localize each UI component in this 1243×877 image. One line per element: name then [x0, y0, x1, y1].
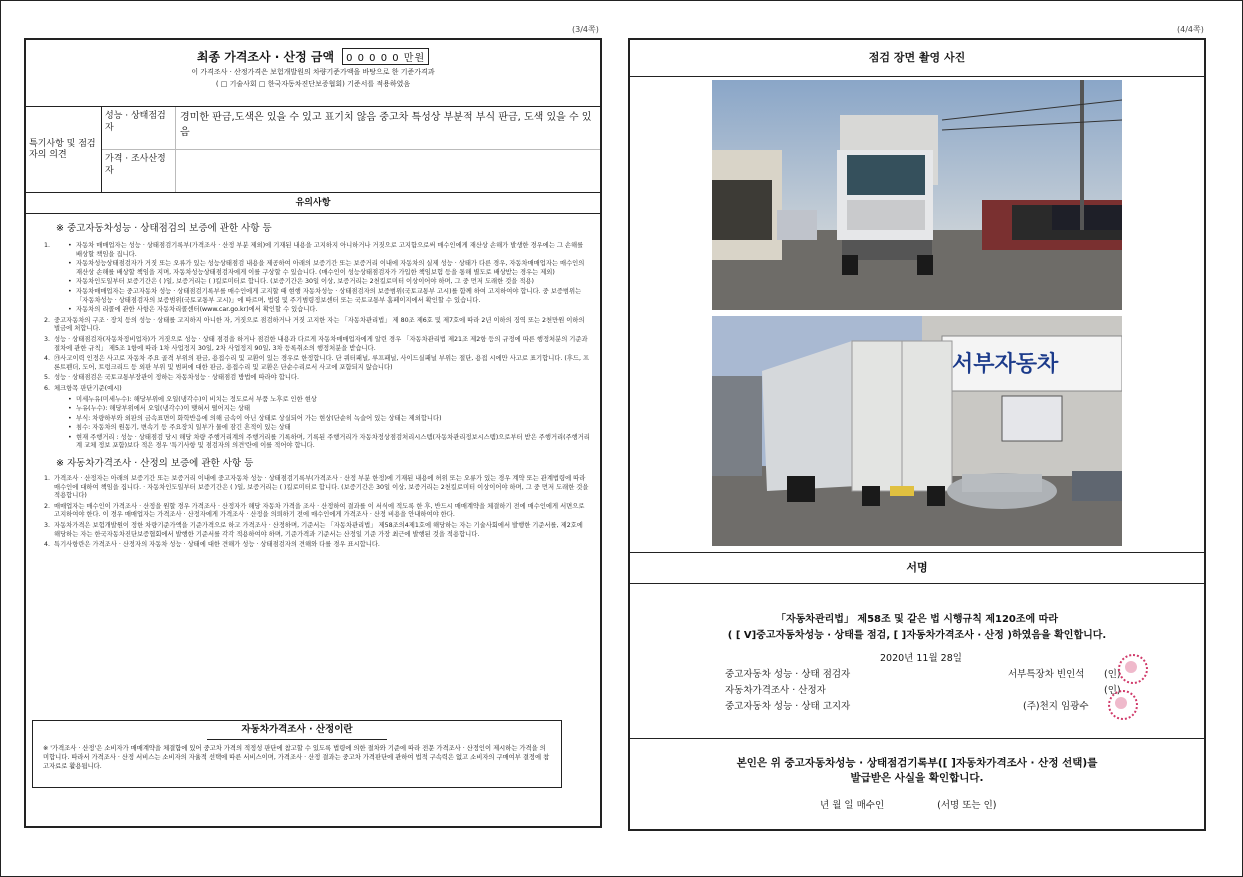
notice-text: 성능 · 상태점검은 국토교통부장관이 정하는 자동차성능 · 상태점검 방법에 따라야 합니다. — [54, 374, 300, 382]
notice-bullet: • 누유(누수): 해당부위에서 오일(냉각수)이 맺혀서 떨어지는 상태 — [68, 405, 590, 414]
rear-truck-photo — [712, 316, 1122, 546]
notice-text: 중고자동차의 구조 · 장치 등의 성능 · 상태를 고지하지 아니한 자, 거짓으로 점검하거나 거짓 고지한 자는 「자동차관리법」 제 80조 제6호 및 제7호에 따라 2년 이하의 징역 또는 2천만원 이하의 벌금에 처합니다. — [54, 316, 585, 333]
section2-list — [44, 475, 590, 550]
law-line-1: 「자동차관리법」 제58조 및 같은 법 시행규칙 제120조에 따라 — [775, 614, 1059, 625]
notice-number: 2. — [44, 316, 51, 324]
buyer-label: 년 월 일 매수인 — [820, 800, 885, 811]
sign-date: 2020년 11월 28일 — [880, 653, 962, 664]
page-number-left: (3/4쪽) — [572, 25, 599, 34]
inspector-seal-label: (인) — [1104, 669, 1121, 680]
notice-bullet: • 부식: 차량하부와 외판의 금속표면이 화학반응에 의해 금속이 아닌 상태로 상실되어 가는 현상(단순히 녹슬어 있는 상태는 제외합니다) — [68, 415, 590, 424]
label-appraiser: 자동차가격조사 · 산정자 — [725, 685, 826, 696]
special-notes-label: 특기사항 및 점검자의 의견 — [26, 107, 102, 192]
notice-number: 4. — [44, 541, 51, 549]
notice-number: 6. — [44, 384, 51, 392]
notice-number: 3. — [44, 522, 51, 530]
appraiser-seal-label: (인) — [1104, 685, 1121, 696]
confirm-line-1: 본인은 위 중고자동차성능 · 상태점검기록부([ ]자동차가격조사 · 산정 선택)를 — [736, 757, 1098, 769]
inspector-stamp — [1118, 654, 1148, 684]
notifier-name: (주)천지 임광수 — [1023, 701, 1089, 712]
notice-item — [44, 385, 590, 451]
notice-number: 2. — [44, 502, 51, 510]
law-statement — [630, 612, 1204, 644]
notice-bullet: • 미세누유(미세누수): 해당부위에 오일(냉각수)이 비치는 정도로서 부품 노후로 인한 현상 — [68, 396, 590, 405]
rear-sign-text: 서부자동차 — [952, 352, 1059, 377]
inspector-name: 서부특장차 빈인석 — [1008, 669, 1085, 680]
notice-number: 1. — [44, 475, 51, 483]
section2-title: ※ 자동차가격조사 · 산정의 보증에 관한 사항 등 — [56, 458, 254, 470]
perf-inspector-opinion: 경미한 판금,도색은 있을 수 있고 표기치 않음 중고차 특성상 부분적 부식 판금, 도색 있을 수 있음 — [180, 112, 592, 138]
photo-header: 점검 장면 촬영 사진 — [630, 40, 1204, 77]
price-title: 최종 가격조사 · 산정 금액 — [196, 50, 335, 64]
notice-text: 체크항목 판단기준(예시) — [54, 384, 122, 392]
notice-item — [44, 242, 590, 315]
notice-item — [44, 317, 590, 334]
label-notifier: 중고자동차 성능 · 상태 고지자 — [725, 701, 851, 712]
price-info-box — [32, 720, 562, 788]
special-notes-table — [26, 107, 600, 193]
price-info-text: ※ '가격조사 · 산정'은 소비자가 매매계약을 체결함에 있어 중고차 가격의 적정성 판단에 참고할 수 있도록 법령에 의한 절차와 기준에 따라 전문 가격조사 · 산정인이 제시하는 가격을 의미합니다. 따라서 가격조사 · 산정 서비스는 소비자의 자율적 선택에 따른 서비스이며, 가격조사 · 산정 결과는 중고차 가격판단에 관하여 법적 구속력은 없고 소비자의 구매여부 결정에 참고자료로 활용됩니다. — [43, 745, 550, 770]
price-subtitle: 이 가격조사 · 산정가격은 보험개발원의 차량기준가액을 바탕으로 한 기준가격과 — [191, 68, 435, 76]
price-appraiser-opinion — [176, 150, 600, 192]
notice-number: 3. — [44, 335, 51, 343]
notice-item — [44, 541, 590, 550]
buyer-line — [820, 797, 997, 811]
notice-number: 4. — [44, 355, 51, 363]
label-inspector: 중고자동차 성능 · 상태 점검자 — [725, 669, 851, 680]
notice-bullet: • 자동차매매업자는 중고자동차 성능 · 상태점검기록부를 매수인에게 고지할 때 현행 자동차성능 · 상태점검자의 보증범위(국토교통부 고시)를 함께 하여 고지하여야 합니다. 중 보증범위는 「자동차성능 · 상태점검자의 보증범위(국토교통부 고시)」에 따르며, 법령 및 주기범령정보센터 또는 국토교통부 홈페이지에서 확인할 수 있습니다. — [68, 288, 590, 305]
notice-bullet: • 자동차성능상태점검자가 거짓 또는 오류가 있는 성능상태점검 내용을 제공하여 아래의 보증기간 또는 보증거리 이내에 자동차의 실제 성능 · 상태가 다른 경우, 자동차매매업자는 매수인의 재산상 손해를 배상할 책임을 지며, 자동차성능상태점검자에게 이를 구상할 수 있습니다. (매수인이 성능상태점검자가 가입한 책임보험 등을 통해 별도로 배상받는 경우는 제외) — [68, 260, 590, 277]
price-appraiser-label: 가격 · 조사산정자 — [102, 150, 176, 192]
notice-item — [44, 503, 590, 520]
notice-number: 5. — [44, 374, 51, 382]
signature-header: 서명 — [630, 552, 1204, 584]
notice-number: 1. — [44, 242, 51, 249]
confirm-line-2: 발급받은 사실을 확인합니다. — [850, 772, 984, 784]
notice-text: ㉮사고이력 인정은 사고로 자동차 주요 골격 부위의 판금, 용접수리 및 교환이 있는 경우로 한정합니다. 단 쿼터패널, 루프패널, 사이드실패널 부위는 절단, 용접 시에만 사고로 표기합니다. (후드, 프론트펜더, 도어, 트렁크리드 등 외판 부위 및 범퍼에 대한 판금, 용접수리 및 교환은 단순수리로서 사고에 포함되지 않습니다) — [54, 355, 590, 371]
notice-bullet: • 자동차의 리콜에 관한 사항은 자동차리콜센터(www.car.go.kr)에서 확인할 수 있습니다. — [68, 306, 590, 315]
notice-bullet: • 자동차인도일부터 보증기간은 ( )일, 보증거리는 ( )킬로미터로 합니다. (보증기간은 30일 이상, 보증거리는 2천킬로미터 이상이어야 하며, 그 중 먼저 도래한 것을 적용) — [68, 278, 590, 287]
divider — [630, 738, 1204, 739]
price-header — [26, 48, 600, 107]
section1-title: ※ 중고자동차성능 · 상태점검의 보증에 관한 사항 등 — [56, 223, 272, 234]
buyer-sign: (서명 또는 인) — [937, 800, 997, 811]
notice-text: 특기사항란은 가격조사 · 산정자의 자동차 성능 · 상태에 대한 견해가 성능 · 상태점검자의 견해와 다를 경우 표시합니다. — [54, 541, 380, 549]
page-number-right: (4/4쪽) — [1177, 25, 1204, 34]
notice-item — [44, 475, 590, 501]
price-amount: 0 0 0 0 0 만원 — [342, 48, 429, 65]
right-page — [628, 38, 1206, 831]
standard-line: ( □ 기술사회 □ 한국자동차진단보증협회) 기준서를 적용하였음 — [215, 80, 411, 88]
perf-inspector-label: 성능 · 상태점검자 — [102, 107, 176, 149]
section1-list — [44, 242, 590, 451]
notifier-stamp — [1108, 690, 1138, 720]
notice-text: 가격조사 · 산정자는 아래의 보증기간 또는 보증거리 이내에 중고자동차 성능 · 상태점검기록부(가격조사 · 산정 부분 한정)에 기재된 내용에 허위 또는 오류가 있는 경우 계약 또는 관계법령에 따라 매수인에 대하여 책임을 집니다. · 자동차인도일부터 보증기간은 ( )일, 보증거리는 ( )킬로미터로 합니다. (보증기간은 30일 이상, 보증거리는 2천킬로미터 이상이어야 하며, 그 중 먼저 도래한 것을 적용합니다) — [54, 475, 589, 500]
notice-bullet: • 현재 주행거리 : 성능 · 상태점검 당시 해당 차량 주행거리계의 주행거리를 기록하며, 기록된 주행거리가 자동차정상점검처리시스템(자동차관리정보시스템)으로부터 받은 주행거리(주행거리계 교체 정보 포함)보다 적은 경우 '특기사항 및 점검자의 의견'란에 이를 적어야 합니다. — [68, 434, 590, 451]
notice-text: 자동차가격은 보험개발원이 정한 차량기준가액을 기준가격으로 하고 가격조사 · 산정하며, 기준서는 「자동차관리법」 제58조의4제1호에 해당하는 자는 기술사회에서 발행한 기준서를, 제2호에 해당하는 자는 한국자동차진단보증협회에서 발행한 기준서를 각각 적용하여야 하며, 기준가격과 기준서는 산정일 기준 가장 최근에 발행된 것을 적용합니다. — [54, 522, 583, 538]
confirm-statement — [630, 756, 1204, 786]
notice-item — [44, 355, 590, 372]
price-info-title: 자동차가격조사 · 산정이란 — [207, 721, 387, 740]
notice-item — [44, 374, 590, 383]
notice-item — [44, 336, 590, 353]
notice-bullet: • 침수: 자동차의 원동기, 변속기 등 주요장치 일부가 물에 잠긴 흔적이 있는 상태 — [68, 424, 590, 433]
notice-text: 매매업자는 매수인이 가격조사 · 산정을 원할 경우 가격조사 · 산정자가 해당 자동차 가격을 조사 · 산정하여 결과를 이 서식에 적도록 한 후, 반드시 매매계약을 체결하기 전에 매수인에게 서면으로 고지하여야 한다. 이 경우 매매업자는 가격조사 · 산정자에게 가격조사 · 산정을 의뢰하기 전에 매수인에게 가격조사 · 산정 비용을 안내하여야 한다. — [54, 502, 585, 519]
law-line-2: ( [ V]중고자동차성능 · 상태를 점검, [ ]자동차가격조사 · 산정 )하였음을 확인합니다. — [727, 630, 1107, 641]
front-truck-photo — [712, 80, 1122, 310]
notice-text: 성능 · 상태점검자(자동차정비업자)가 거짓으로 성능 · 상태 점검을 하거나 점검한 내용과 다르게 자동차매매업자에게 알린 경우 「자동차관리법 제21조 제2항 등의 규정에 따른 행정처분의 기준과 절차에 관한 규칙」 제5조 1항에 따라 1차 사업정지 30일, 2차 사업정지 90일, 3차 등록취소의 행정처분을 받습니다. — [54, 335, 588, 352]
left-page — [24, 38, 602, 828]
notice-header: 유의사항 — [26, 193, 600, 214]
notice-item — [44, 522, 590, 539]
notice-bullet: • 자동차 매매업자는 성능 · 상태점검기록부(가격조사 · 산정 부분 제외)에 기재된 내용을 고지하지 아니하거나 거짓으로 고지함으로써 매수인에게 재산상 손해가 발생한 경우에는 그 손해를 배상할 책임을 집니다. — [68, 242, 590, 259]
